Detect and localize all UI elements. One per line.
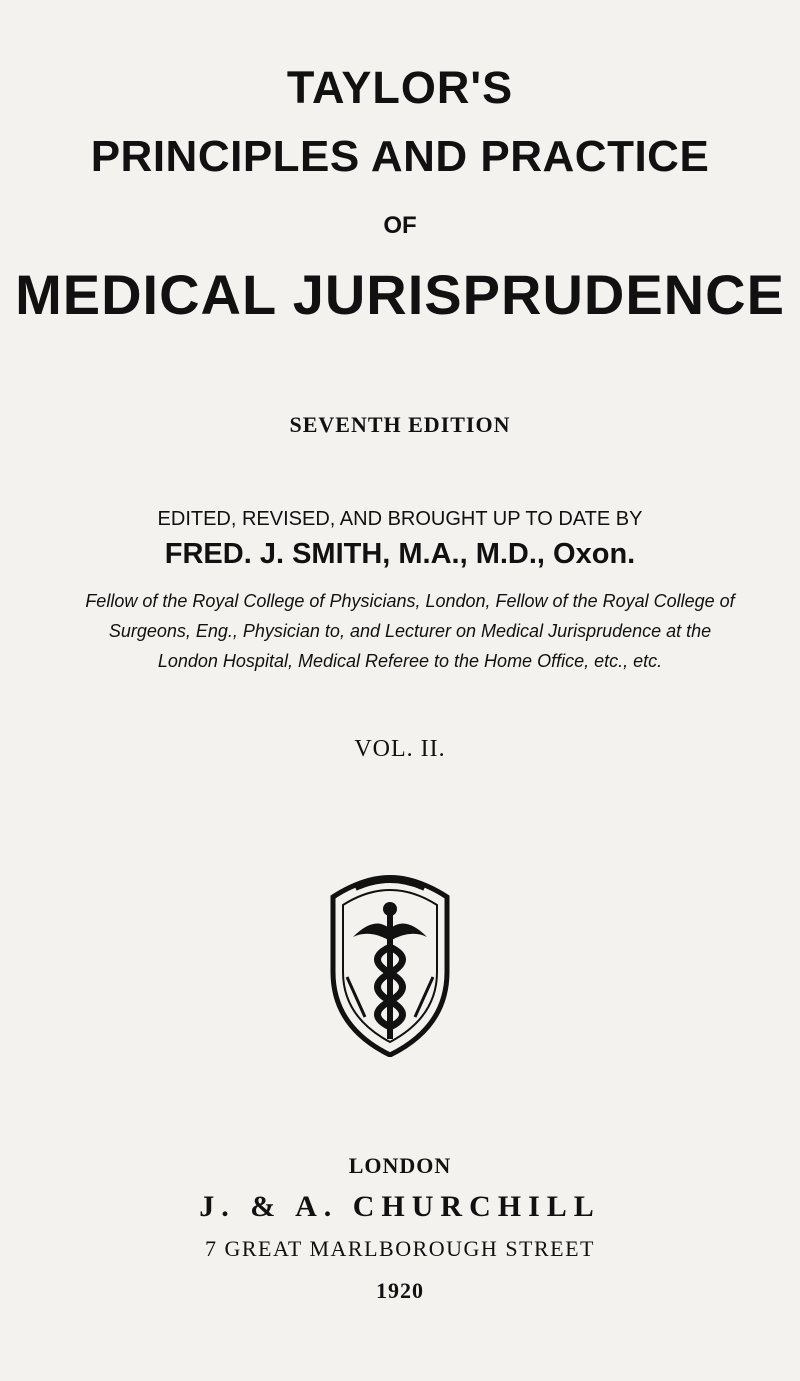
- volume-label: VOL. II.: [354, 736, 446, 762]
- title-line-of: OF: [383, 212, 417, 239]
- title-line-taylors: TAYLOR'S: [286, 62, 514, 113]
- publication-year: 1920: [376, 1278, 424, 1303]
- caduceus-shield-icon: [325, 867, 455, 1057]
- editor-credentials: [60, 586, 760, 676]
- title-line-medical-jurisprudence: MEDICAL JURISPRUDENCE: [15, 263, 785, 326]
- editor-intro: EDITED, REVISED, AND BROUGHT UP TO DATE BY: [157, 508, 643, 530]
- edition-label: SEVENTH EDITION: [289, 412, 511, 437]
- credentials-line: Fellow of the Royal College of Physicians, London, Fellow of the Royal College of: [85, 591, 735, 611]
- publisher-address: 7 GREAT MARLBOROUGH STREET: [204, 1236, 595, 1261]
- credentials-line: London Hospital, Medical Referee to the Home Office, etc., etc.: [157, 651, 663, 671]
- credentials-line: Surgeons, Eng., Physician to, and Lecturer on Medical Jurisprudence at the: [108, 621, 712, 641]
- editor-name: FRED. J. SMITH, M.A., M.D., Oxon.: [164, 538, 636, 570]
- publisher-name: J. & A. CHURCHILL: [199, 1190, 601, 1223]
- publisher-city: LONDON: [348, 1153, 452, 1178]
- title-line-principles: PRINCIPLES AND PRACTICE: [90, 132, 710, 181]
